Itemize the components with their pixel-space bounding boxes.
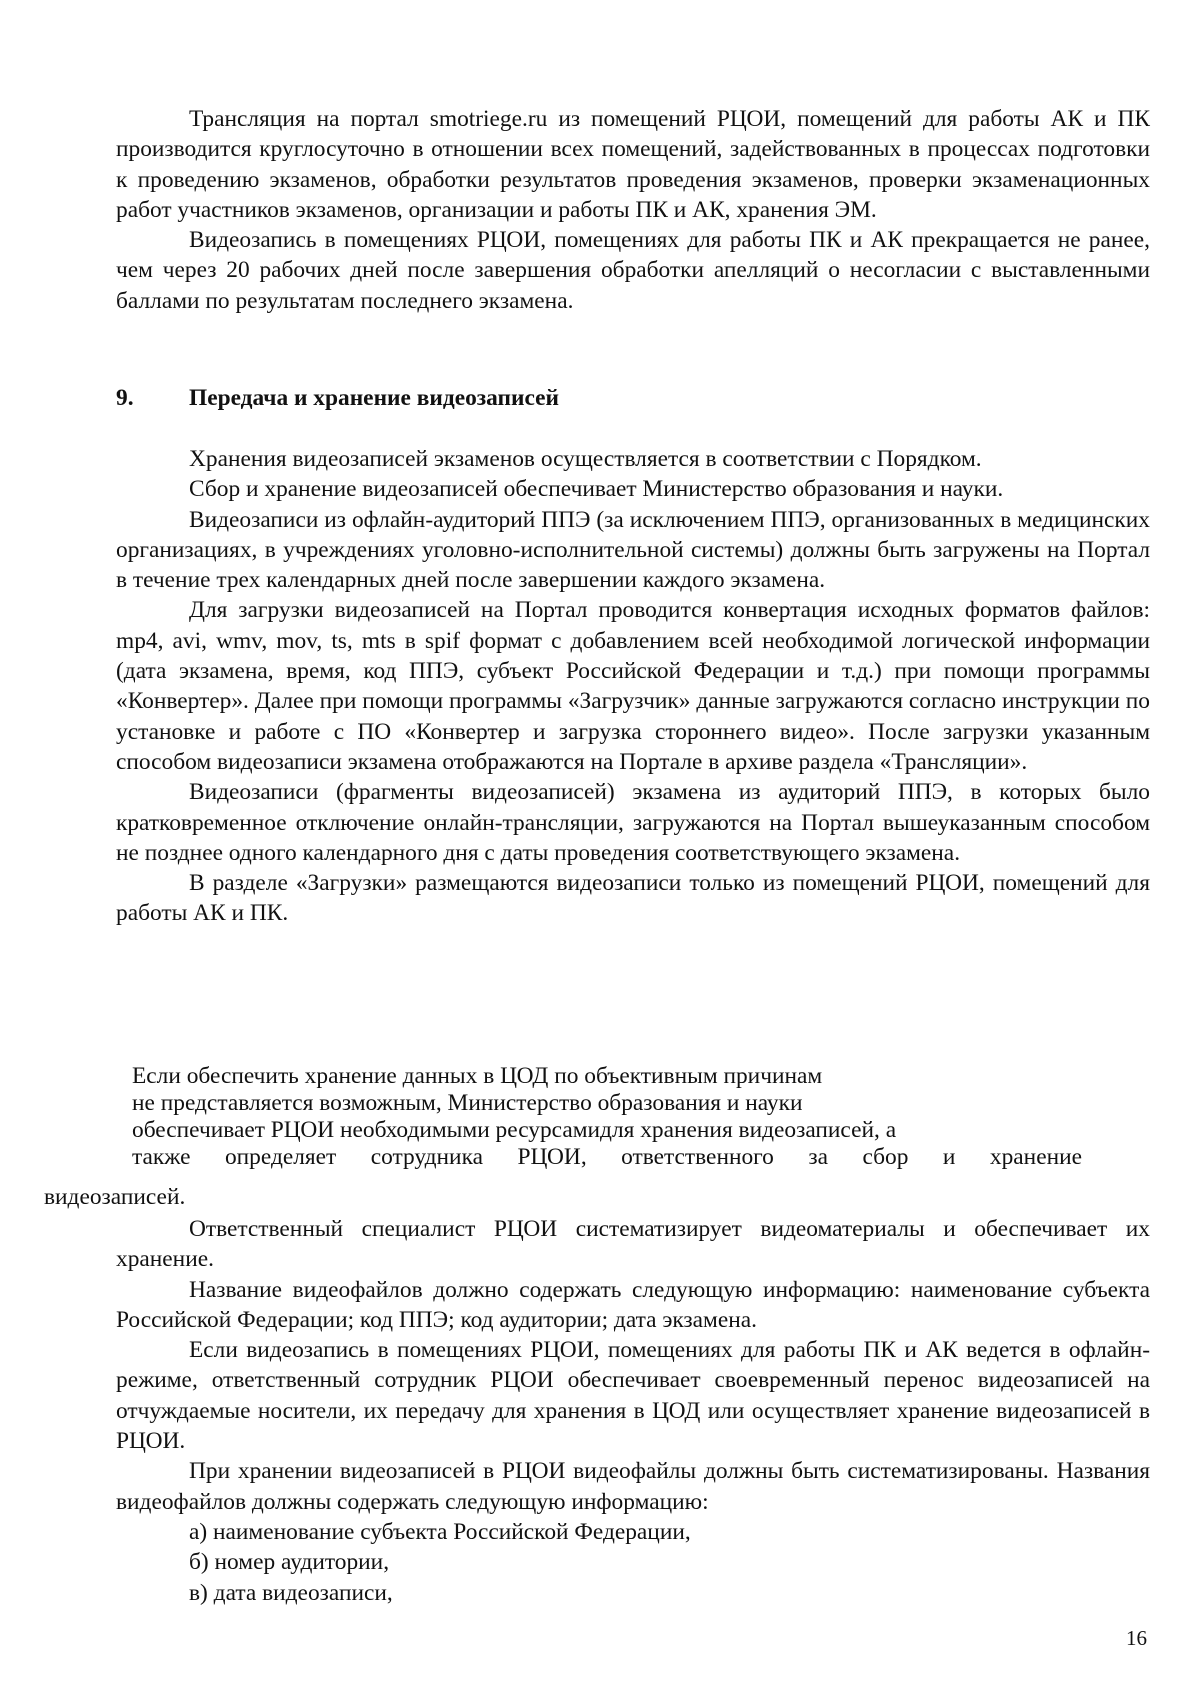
list-item: в) дата видеозаписи,: [189, 1579, 393, 1606]
paragraph-specialist: Ответственный специалист РЦОИ систематизирует видеоматериалы и обеспечивает их хранение.: [116, 1216, 1150, 1273]
section-heading: [116, 385, 559, 412]
paragraph-systematized: При хранении видеозаписей в РЦОИ видеофайлы должны быть систематизированы. Названия видеофайлов должны содержать следующую информацию:: [116, 1458, 1150, 1515]
paragraph-offline-audiences: Видеозаписи из офлайн-аудиторий ППЭ (за исключением ППЭ, организованных в медицинских организациях, в учреждениях уголовно-исполнительной системы) должны быть загружены на Портал в течение трех календарных дней после завершении каждого экзамена.: [116, 506, 1150, 594]
section-title: Передача и хранение видеозаписей: [189, 385, 560, 411]
paragraph-video-recording: Видеозапись в помещениях РЦОИ, помещениях для работы ПК и АК прекращается не ранее, чем через 20 рабочих дней после завершения обработки апелляций о несогласии с выставленными баллами по результатам последнего экзамена.: [116, 227, 1150, 314]
odd-line-1: Если обеспечить хранение данных в ЦОД по объективным причинам: [132, 1063, 823, 1089]
odd-line-5: видеозаписей.: [44, 1184, 186, 1210]
paragraph-storage-order: Хранения видеозаписей экзаменов осуществляется в соответствии с Порядком.: [189, 446, 982, 472]
list-item: б) номер аудитории,: [189, 1549, 390, 1576]
section-text-block: [116, 444, 1150, 929]
paragraph-fragments: Видеозаписи (фрагменты видеозаписей) экзамена из аудиторий ППЭ, в которых было кратковременное отключение онлайн-трансляции, загружаются на Портал вышеуказанным способом не позднее одного календарного дня с даты проведения соответствующего экзамена.: [116, 779, 1150, 866]
page-number: 16: [1126, 1626, 1147, 1650]
odd-indented-block: [132, 1063, 1082, 1171]
paragraph-translation: Трансляция на портал smotriege.ru из помещений РЦОИ, помещений для работы АК и ПК производится круглосуточно в отношении всех помещений, задействованных в процессах подготовки к проведению экзаменов, обработки результатов проведения экзаменов, проверки экзаменационных работ участников экзаменов, организации и работы ПК и АК, хранения ЭМ.: [116, 106, 1150, 223]
paragraph-ministry: Сбор и хранение видеозаписей обеспечивает Министерство образования и науки.: [189, 476, 1004, 503]
paragraph-conversion: Для загрузки видеозаписей на Портал проводится конвертация исходных форматов файлов: mp4, avi, wmv, mov, ts, mts в spif формат с добавлением всей необходимой логической информации (дата экзамена, время, код ППЭ, субъект Российской Федерации и т.д.) при помощи программы «Конвертер». Далее при помощи программы «Загрузчик» данные загружаются согласно инструкции по установке и работе с ПО «Конвертер и загрузка стороннего видео». После загрузки указанным способом видеозаписи экзамена отображаются на Портале в архиве раздела «Трансляции».: [116, 597, 1150, 775]
paragraph-offline-mode: Если видеозапись в помещениях РЦОИ, помещениях для работы ПК и АК ведется в офлайн-режиме, ответственный сотрудник РЦОИ обеспечивает своевременный перенос видеозаписей на отчуждаемые носители, их передачу для хранения в ЦОД или осуществляет хранение видеозаписей в РЦОИ.: [116, 1337, 1150, 1455]
odd-line-3: обеспечивает РЦОИ необходимыми ресурсамидля хранения видеозаписей, а: [132, 1117, 897, 1143]
paragraph-downloads: В разделе «Загрузки» размещаются видеозаписи только из помещений РЦОИ, помещений для работы АК и ПК.: [116, 870, 1150, 927]
paragraph-file-names: Название видеофайлов должно содержать следующую информацию: наименование субъекта Российской Федерации; код ППЭ; код аудитории; дата экзамена.: [116, 1276, 1150, 1333]
section-number: 9.: [116, 385, 134, 411]
list-item: а) наименование субъекта Российской Федерации,: [189, 1518, 691, 1545]
odd-line-4: также определяет сотрудника РЦОИ, ответственного за сбор и хранение: [132, 1144, 1082, 1170]
bottom-text-block: [116, 1214, 1150, 1608]
top-text-block: [116, 104, 1150, 316]
odd-line-2: не представляется возможным, Министерство образования и науки: [132, 1090, 803, 1116]
